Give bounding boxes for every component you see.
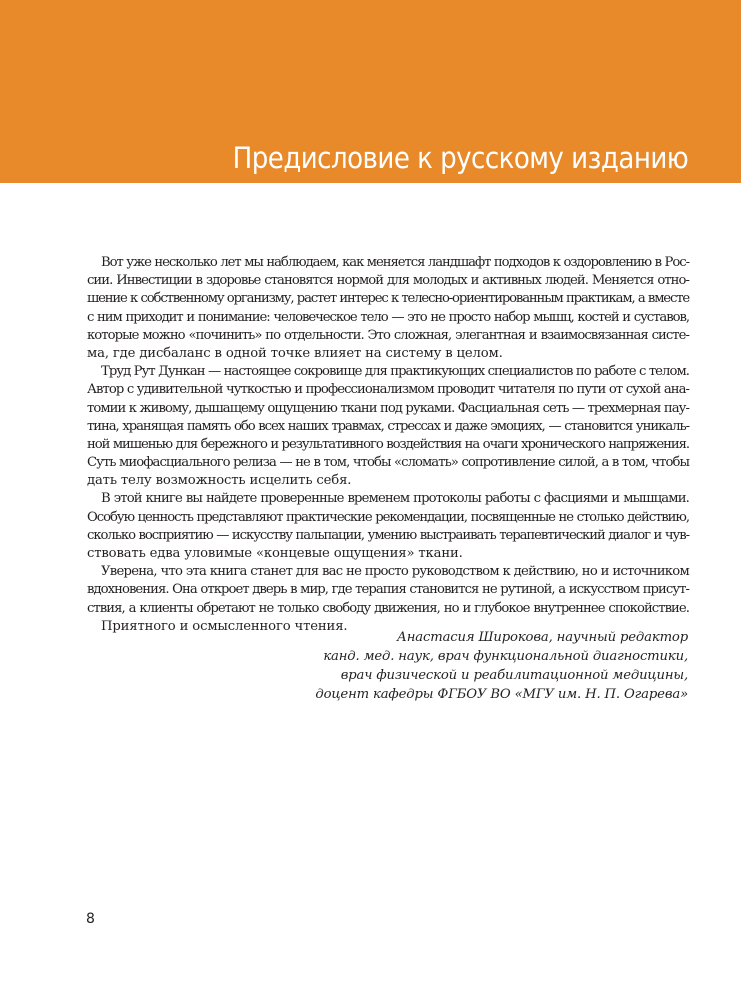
text-line: Труд Рут Дункан — настоящее сокровище для практикующих специалистов по работе с телом.	[101, 364, 689, 380]
text-line: ствия, а клиенты обретают не только свободу движения, но и глубокое внутреннее спокойствие.	[87, 600, 689, 616]
text-line: Уверена, что эта книга станет для вас не просто руководством к действию, но и источником	[101, 564, 689, 580]
signature-name: Анастасия Широкова, научный редактор	[396, 630, 688, 645]
text-line: В этой книге вы найдете проверенные временем протоколы работы с фасциями и мышцами.	[101, 491, 689, 507]
text-line: дать телу возможность исцелить себя.	[87, 473, 352, 489]
text-line: Автор с удивительной чуткостью и профессионализмом проводит читателя по пути от сухой ана-	[87, 382, 689, 398]
text-line: которые можно «починить» по отдельности. Это сложная, элегантная и взаимосвязанная систе-	[87, 327, 689, 343]
text-line: тина, хранящая память обо всех наших травмах, стрессах и даже эмоциях, — становится уникаль-	[87, 418, 689, 434]
text-line: Суть миофасциального релиза — не в том, чтобы «сломать» сопротивление силой, а в том, чтобы	[87, 455, 689, 471]
page-number: 8	[86, 911, 95, 927]
chapter-title: Предисловие к русскому изданию	[232, 141, 688, 175]
text-line: Приятного и осмысленного чтения.	[101, 618, 348, 634]
chapter-header-band	[0, 0, 741, 183]
text-line: Вот уже несколько лет мы наблюдаем, как меняется ландшафт подходов к оздоровлению в Рос-	[101, 255, 689, 270]
text-line: ма, где дисбаланс в одной точке влияет на систему в целом.	[87, 345, 503, 361]
text-line: с ним приходит и понимание: человеческое тело — это не просто набор мышц, костей и суставов,	[87, 309, 689, 325]
text-line: томии к живому, дышащему ощущению ткани под руками. Фасциальная сеть — трехмерная пау-	[87, 400, 689, 416]
signature-affiliation: доцент кафедры ФГБОУ ВО «МГУ им. Н. П. Огарева»	[315, 687, 688, 702]
signature-specialty: врач физической и реабилитационной медицины,	[340, 668, 688, 683]
body-text	[87, 254, 689, 636]
text-line: сии. Инвестиции в здоровье становятся нормой для молодых и активных людей. Меняется отно-	[87, 273, 689, 289]
text-line: вдохновения. Она откроет дверь в мир, где терапия становится не рутиной, а искусством присут-	[87, 582, 689, 598]
text-line: Особую ценность представляют практические рекомендации, посвященные не столько действию,	[87, 509, 689, 525]
text-line: сколько восприятию — искусству пальпации, умению выстраивать терапевтический диалог и чув-	[87, 527, 689, 543]
text-line: ствовать едва уловимые «концевые ощущения» ткани.	[87, 546, 463, 561]
text-line: ной мишенью для бережного и результативного воздействия на очаги хронического напряжения.	[87, 436, 689, 452]
text-line: шение к собственному организму, растет интерес к телесно-ориентированным практикам, а вместе	[87, 291, 689, 307]
signature-degree: канд. мед. наук, врач функциональной диагностики,	[323, 649, 688, 664]
signature-block	[315, 628, 688, 704]
